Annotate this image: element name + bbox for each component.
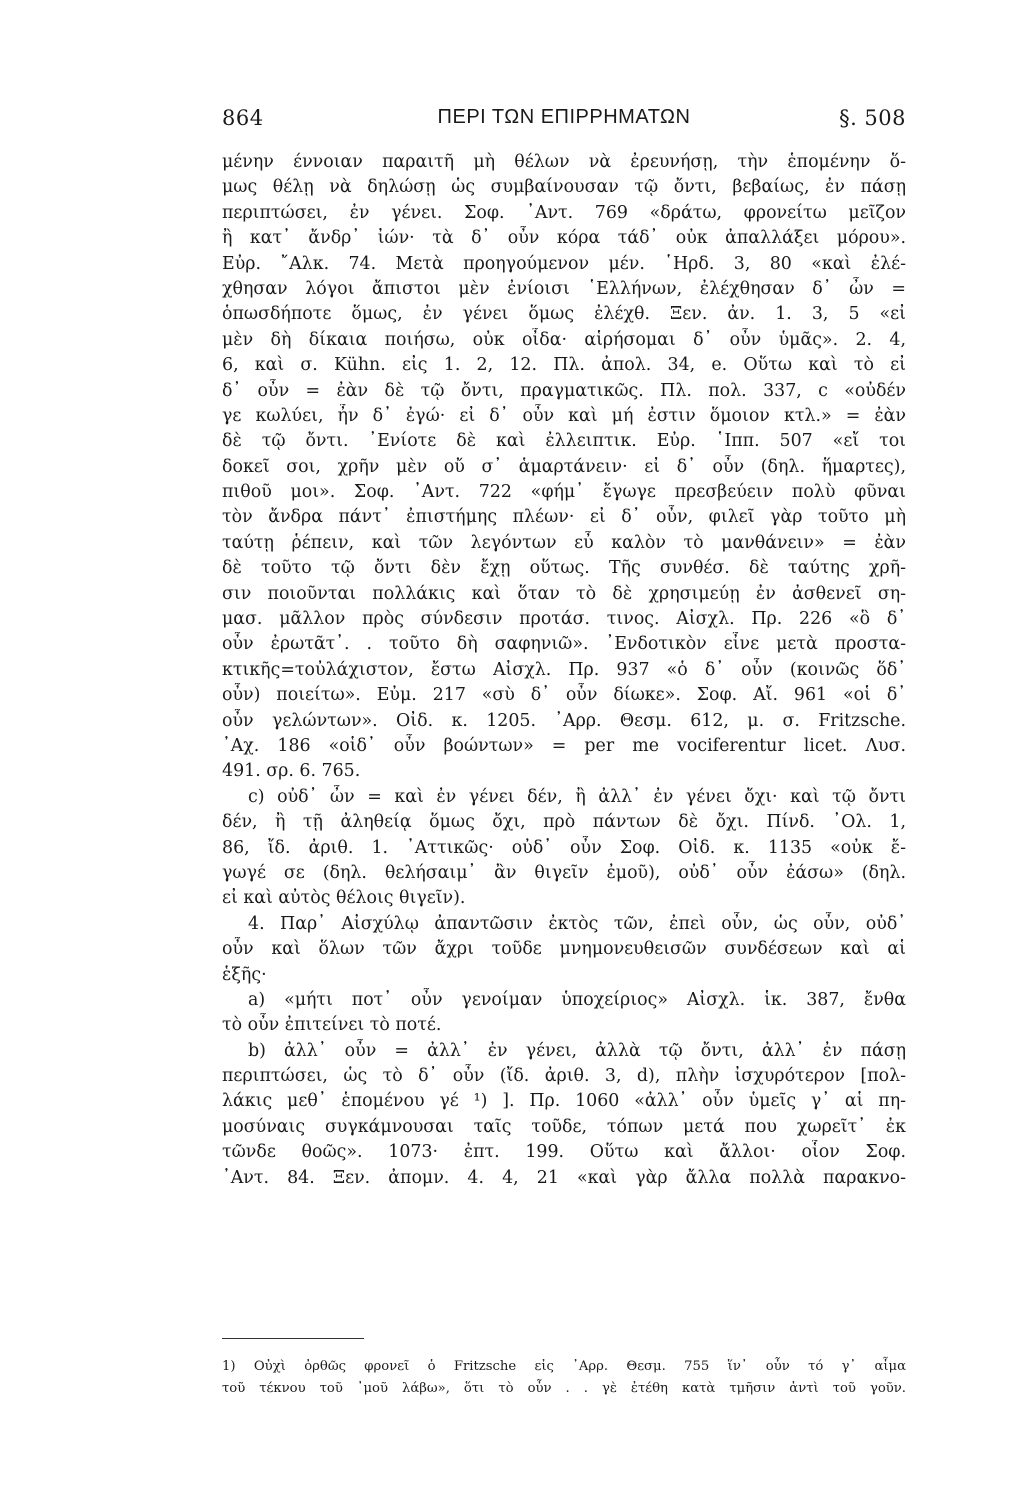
section-number: §. 508 bbox=[839, 106, 906, 130]
text-line: c) οὐδ᾿ ὦν = καὶ ἐν γένει δέν, ἢ ἀλλ᾿ ἐν γένει ὄχι· καὶ τῷ ὄντι bbox=[248, 786, 906, 807]
text-line: ᾿Αχ. 186 «οἱδ᾿ οὖν βοώντων» = per me vociferentur licet. Λυσ. bbox=[222, 735, 906, 756]
text-line: μὲν δὴ δίκαια ποιήσω, οὐκ οἶδα· αἱρήσομαι δ᾿ οὖν ὑμᾶς». 2. 4, bbox=[222, 329, 906, 350]
text-line: 491. σρ. 6. 765. bbox=[222, 761, 361, 782]
page-number: 864 bbox=[222, 106, 264, 130]
footnotes bbox=[222, 1356, 906, 1400]
text-line: ὁπωσδήποτε ὅμως, ἐν γένει ὅμως ἐλέχθ. Ξεν. ἀν. 1. 3, 5 «εἰ bbox=[222, 304, 906, 325]
text-line: λάκις μεθ᾿ ἑπομένου γέ ¹) ]. Πρ. 1060 «ἀλλ᾿ οὖν ὑμεῖς γ᾿ αἱ πη- bbox=[222, 1091, 906, 1112]
text-line: 86, ἴδ. ἀριθ. 1. ᾿Αττικῶς· οὐδ᾿ οὖν Σοφ. Οἰδ. κ. 1135 «οὐκ ἔ- bbox=[222, 837, 906, 858]
text-line: γωγέ σε (δηλ. θελήσαιμ᾿ ἂν θιγεῖν ἐμοῦ), οὐδ᾿ οὖν ἐάσω» (δηλ. bbox=[222, 862, 906, 883]
text-line: δέν, ἢ τῇ ἀληθείᾳ ὅμως ὄχι, πρὸ πάντων δὲ ὄχι. Πίνδ. ᾿Ολ. 1, bbox=[222, 812, 906, 833]
text-line: μως θέλῃ νὰ δηλώσῃ ὡς συμβαίνουσαν τῷ ὄντι, βεβαίως, ἐν πάσῃ bbox=[222, 177, 906, 198]
text-line: περιπτώσει, ἐν γένει. Σοφ. ᾿Αντ. 769 «δράτω, φρονείτω μεῖζον bbox=[222, 202, 906, 223]
text-line: κτικῆς=τοὐλάχιστον, ἔστω Αἰσχλ. Πρ. 937 «ὁ δ᾿ οὖν (κοινῶς ὅδ᾿ bbox=[222, 659, 906, 680]
text-line: δὲ τοῦτο τῷ ὄντι δὲν ἔχῃ οὕτως. Τῆς συνθέσ. δὲ ταύτης χρῆ- bbox=[222, 558, 906, 579]
footnote-rule bbox=[222, 1338, 364, 1339]
text-line: πιθοῦ μοι». Σοφ. ᾿Αντ. 722 «φήμ᾿ ἔγωγε πρεσβεύειν πολὺ φῦναι bbox=[222, 482, 906, 503]
text-line: εἰ καὶ αὐτὸς θέλοις θιγεῖν). bbox=[222, 888, 466, 909]
text-line: οὖν καὶ ὅλων τῶν ἄχρι τοῦδε μνημονευθεισῶν συνδέσεων καὶ αἱ bbox=[222, 939, 906, 960]
text-line: 6, καὶ σ. Kühn. εἰς 1. 2, 12. Πλ. ἀπολ. 34, e. Οὕτω καὶ τὸ εἰ bbox=[222, 355, 906, 376]
text-line: χθησαν λόγοι ἄπιστοι μὲν ἐνίοισι ῾Ελλήνων, ἐλέχθησαν δ᾿ ὦν = bbox=[222, 278, 906, 299]
running-head: ΠΕΡΙ ΤΩΝ ΕΠΙΡΡΗΜΑΤΩΝ bbox=[437, 106, 691, 128]
text-line: ἑξῆς· bbox=[222, 964, 267, 985]
text-line: 4. Παρ᾿ Αἰσχύλῳ ἀπαντῶσιν ἐκτὸς τῶν, ἐπεὶ οὖν, ὡς οὖν, οὐδ᾿ bbox=[248, 913, 906, 934]
text-line: οὖν ἐρωτᾶτ᾿. . τοῦτο δὴ σαφηνιῶ». ᾿Ενδοτικὸν εἶνε μετὰ προστα- bbox=[222, 634, 906, 655]
text-line: σιν ποιοῦνται πολλάκις καὶ ὅταν τὸ δὲ χρησιμεύῃ ἐν ἀσθενεῖ ση- bbox=[222, 583, 906, 604]
text-line: οὖν) ποιείτω». Εὐμ. 217 «σὺ δ᾿ οὖν δίωκε». Σοφ. Αἴ. 961 «οἱ δ᾿ bbox=[222, 685, 906, 706]
text-line: ἢ κατ᾿ ἄνδρ᾿ ἰών· τὰ δ᾿ οὖν κόρα τάδ᾿ οὐκ ἀπαλλάξει μόρου». bbox=[222, 228, 906, 249]
text-line: δ᾿ οὖν = ἐὰν δὲ τῷ ὄντι, πραγματικῶς. Πλ. πολ. 337, c «οὐδέν bbox=[222, 380, 906, 401]
text-line: τὸν ἄνδρα πάντ᾿ ἐπιστήμης πλέων· εἰ δ᾿ οὖν, φιλεῖ γὰρ τοῦτο μὴ bbox=[222, 507, 906, 528]
page-header bbox=[222, 106, 906, 140]
text-line: τῶνδε θοῶς». 1073· ἐπτ. 199. Οὕτω καὶ ἄλλοι· οἷον Σοφ. bbox=[222, 1142, 906, 1163]
text-line: δὲ τῷ ὄντι. ᾿Ενίοτε δὲ καὶ ἐλλειπτικ. Εὐρ. ῾Ιππ. 507 «εἴ τοι bbox=[222, 431, 906, 452]
text-line: μοσύναις συγκάμνουσαι ταῖς τοῦδε, τόπων μετά που χωρεῖτ᾿ ἐκ bbox=[222, 1116, 906, 1137]
text-line: ᾿Αντ. 84. Ξεν. ἀπομν. 4. 4, 21 «καὶ γὰρ ἄλλα πολλὰ παρακνο- bbox=[222, 1167, 906, 1188]
footnote-line: 1) Οὐχὶ ὀρθῶς φρονεῖ ὁ Fritzsche εἰς ᾿Αρρ. Θεσμ. 755 ἵν᾿ οὖν τό γ᾿ αἷμα bbox=[222, 1359, 906, 1374]
footnote-line: τοῦ τέκνου τοῦ ᾿μοῦ λάβω», ὅτι τὸ οὖν . . γὲ ἐτέθη κατὰ τμῆσιν ἀντὶ τοῦ γοῦν. bbox=[222, 1381, 906, 1396]
text-line: a) «μήτι ποτ᾿ οὖν γενοίμαν ὑποχείριος» Αἰσχλ. ἱκ. 387, ἔνθα bbox=[248, 989, 906, 1010]
body-text bbox=[222, 150, 906, 1191]
text-line: μασ. μᾶλλον πρὸς σύνδεσιν προτάσ. τινος. Αἰσχλ. Πρ. 226 «ὃ δ᾿ bbox=[222, 609, 906, 630]
text-line: γε κωλύει, ἦν δ᾿ ἐγώ· εἰ δ᾿ οὖν καὶ μή ἐστιν ὅμοιον κτλ.» = ἐὰν bbox=[222, 405, 906, 426]
text-line: b) ἀλλ᾿ οὖν = ἀλλ᾿ ἐν γένει, ἀλλὰ τῷ ὄντι, ἀλλ᾿ ἐν πάσῃ bbox=[248, 1040, 906, 1061]
text-line: μένην έννοιαν παραιτῆ μὴ θέλων νὰ ἐρευνήσῃ, τὴν ἑπομένην ὅ- bbox=[222, 152, 906, 172]
text-line: Εὐρ. ῎Αλκ. 74. Μετὰ προηγούμενον μέν. ῾Ηρδ. 3, 80 «καὶ ἐλέ- bbox=[222, 253, 906, 274]
text-line: ταύτῃ ῥέπειν, καὶ τῶν λεγόντων εὖ καλὸν τὸ μανθάνειν» = ἐὰν bbox=[222, 532, 906, 553]
text-line: οὖν γελώντων». Οἰδ. κ. 1205. ᾿Αρρ. Θεσμ. 612, μ. σ. Fritzsche. bbox=[222, 710, 906, 731]
text-line: τὸ οὖν ἐπιτείνει τὸ ποτέ. bbox=[222, 1015, 442, 1036]
text-line: περιπτώσει, ὡς τὸ δ᾿ οὖν (ἴδ. ἀριθ. 3, d), πλὴν ἰσχυρότερον [πολ- bbox=[222, 1066, 906, 1087]
text-line: δοκεῖ σοι, χρῆν μὲν οὔ σ᾿ ἁμαρτάνειν· εἰ δ᾿ οὖν (δηλ. ἥμαρτες), bbox=[222, 456, 906, 477]
